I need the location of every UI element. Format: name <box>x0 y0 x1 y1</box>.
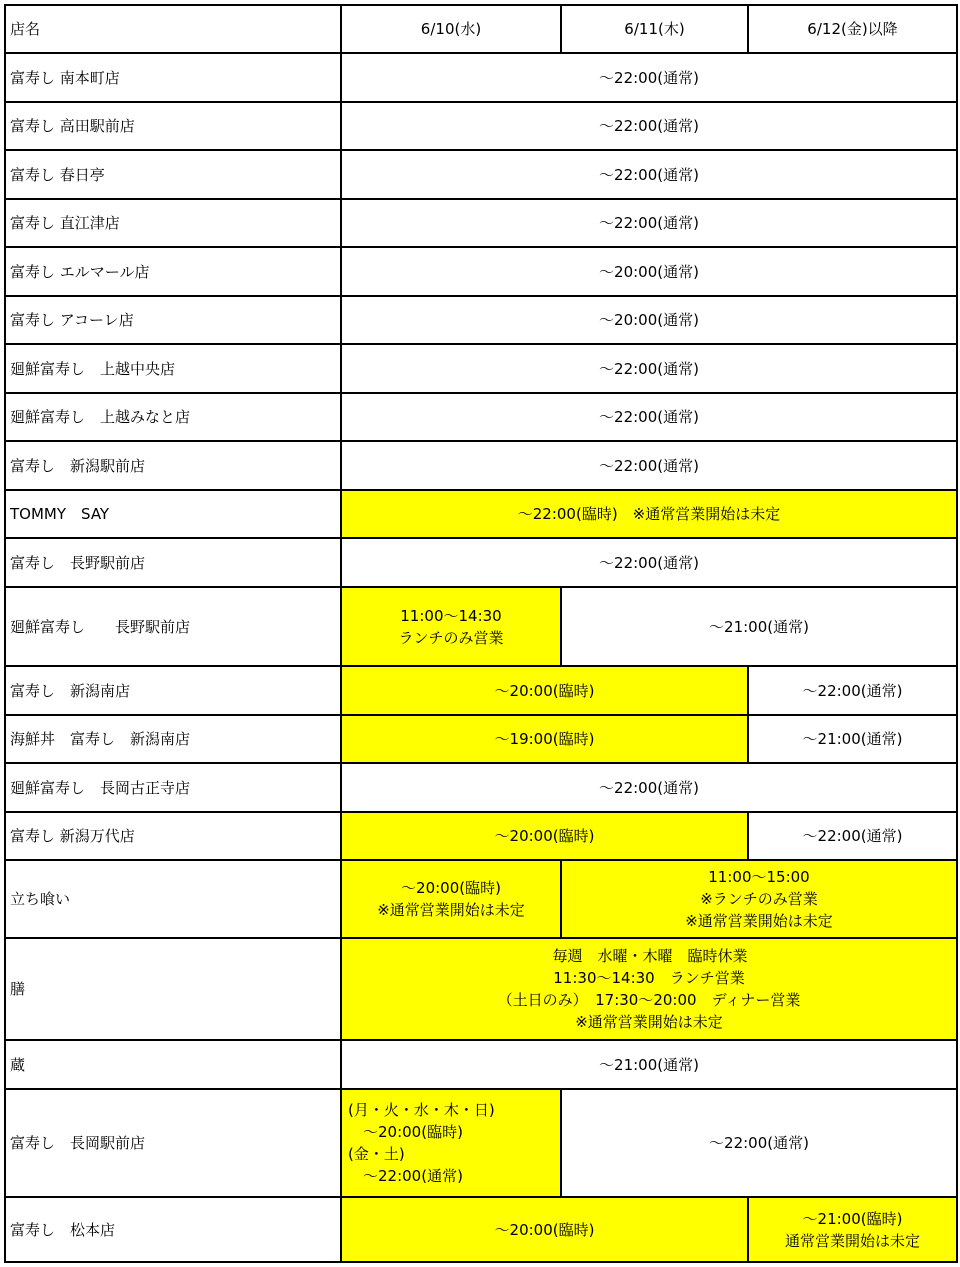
hours-line: （土日のみ） 17:30～20:00 ディナー営業 <box>497 991 801 1009</box>
table-row <box>5 393 957 441</box>
table-row <box>5 53 957 102</box>
table-row <box>5 1040 957 1089</box>
hours-cell: ～22:00(通常) <box>341 102 957 150</box>
hours-cell: ～20:00(通常) <box>341 247 957 296</box>
table-row <box>5 1197 957 1262</box>
hours-cell: ～21:00(通常) <box>561 587 957 666</box>
hours-line: ～21:00(臨時) <box>802 1209 903 1228</box>
hours-cell: ～22:00(通常) <box>341 393 957 441</box>
store-name: TOMMY SAY <box>5 490 341 538</box>
header-row <box>5 5 957 53</box>
hours-cell: ～22:00(通常) <box>748 666 957 715</box>
store-name: 廻鮮富寿し 長野駅前店 <box>5 587 341 666</box>
table-row <box>5 150 957 199</box>
hours-cell: ～22:00(通常) <box>341 441 957 490</box>
header-date-6-12-onward: 6/12(金)以降 <box>748 5 957 53</box>
store-name: 富寿し 新潟南店 <box>5 666 341 715</box>
hours-line: ※ランチのみ営業 <box>700 890 818 908</box>
table-row <box>5 490 957 538</box>
table-row <box>5 666 957 715</box>
hours-cell-temporary: ～20:00(臨時) <box>341 812 748 860</box>
store-name: 富寿し アコーレ店 <box>5 296 341 344</box>
hours-cell-temporary <box>561 860 957 938</box>
store-name: 富寿し 松本店 <box>5 1197 341 1262</box>
store-name: 廻鮮富寿し 長岡古正寺店 <box>5 763 341 812</box>
table-row <box>5 538 957 587</box>
hours-line: 11:00～15:00 <box>708 868 810 886</box>
store-name: 立ち喰い <box>5 860 341 938</box>
store-name: 富寿し 長野駅前店 <box>5 538 341 587</box>
table-row <box>5 938 957 1040</box>
hours-line: 11:30～14:30 ランチ営業 <box>553 969 745 987</box>
store-name: 海鮮丼 富寿し 新潟南店 <box>5 715 341 763</box>
hours-cell: ～22:00(通常) <box>748 812 957 860</box>
table-row <box>5 587 957 666</box>
hours-line: ※通常営業開始は未定 <box>685 912 833 930</box>
hours-line: ランチのみ営業 <box>398 628 504 647</box>
hours-cell: ～22:00(通常) <box>341 538 957 587</box>
table-row <box>5 247 957 296</box>
table-row <box>5 199 957 247</box>
hours-cell: ～22:00(通常) <box>341 763 957 812</box>
hours-cell-temporary <box>341 587 561 666</box>
hours-line: (金・土) <box>348 1145 405 1163</box>
hours-cell: ～22:00(通常) <box>341 344 957 393</box>
table-row <box>5 296 957 344</box>
hours-cell-temporary: ～20:00(臨時) <box>341 666 748 715</box>
hours-cell-temporary: ～20:00(臨時) <box>341 1197 748 1262</box>
store-name: 富寿し 新潟駅前店 <box>5 441 341 490</box>
table-row <box>5 441 957 490</box>
hours-cell: ～22:00(通常) <box>341 150 957 199</box>
table-row <box>5 812 957 860</box>
header-date-6-10: 6/10(水) <box>341 5 561 53</box>
hours-cell: ～20:00(通常) <box>341 296 957 344</box>
header-date-6-11: 6/11(木) <box>561 5 748 53</box>
hours-line: ※通常営業開始は未定 <box>575 1013 723 1031</box>
store-name: 蔵 <box>5 1040 341 1089</box>
hours-line: 毎週 水曜・木曜 臨時休業 <box>552 947 748 965</box>
hours-cell-temporary <box>341 860 561 938</box>
store-name: 富寿し 長岡駅前店 <box>5 1089 341 1197</box>
hours-cell-temporary: ～19:00(臨時) <box>341 715 748 763</box>
store-name: 富寿し 高田駅前店 <box>5 102 341 150</box>
hours-cell-temporary <box>748 1197 957 1262</box>
hours-line: ※通常営業開始は未定 <box>377 901 525 919</box>
hours-line: ～22:00(通常) <box>348 1167 463 1185</box>
hours-cell-temporary: ～22:00(臨時) ※通常営業開始は未定 <box>341 490 957 538</box>
store-name: 富寿し 春日亭 <box>5 150 341 199</box>
table-row <box>5 102 957 150</box>
store-name: 富寿し 南本町店 <box>5 53 341 102</box>
store-name: 膳 <box>5 938 341 1040</box>
hours-cell: ～22:00(通常) <box>561 1089 957 1197</box>
hours-cell-temporary <box>341 938 957 1040</box>
store-hours-table <box>4 4 958 1263</box>
store-name: 富寿し エルマール店 <box>5 247 341 296</box>
hours-cell: ～21:00(通常) <box>748 715 957 763</box>
table-row <box>5 860 957 938</box>
hours-line: ～20:00(臨時) <box>348 1123 463 1141</box>
hours-line: 通常営業開始は未定 <box>784 1231 920 1250</box>
table-row <box>5 715 957 763</box>
hours-line: 11:00～14:30 <box>400 606 502 625</box>
hours-line: (月・火・水・木・日) <box>348 1101 495 1119</box>
store-name: 富寿し 新潟万代店 <box>5 812 341 860</box>
header-store-name: 店名 <box>5 5 341 53</box>
hours-cell-temporary <box>341 1089 561 1197</box>
hours-cell: ～21:00(通常) <box>341 1040 957 1089</box>
hours-cell: ～22:00(通常) <box>341 199 957 247</box>
store-name: 富寿し 直江津店 <box>5 199 341 247</box>
table-row <box>5 344 957 393</box>
store-name: 廻鮮富寿し 上越中央店 <box>5 344 341 393</box>
hours-cell: ～22:00(通常) <box>341 53 957 102</box>
table-row <box>5 763 957 812</box>
store-name: 廻鮮富寿し 上越みなと店 <box>5 393 341 441</box>
table-row <box>5 1089 957 1197</box>
hours-line: ～20:00(臨時) <box>401 879 501 897</box>
